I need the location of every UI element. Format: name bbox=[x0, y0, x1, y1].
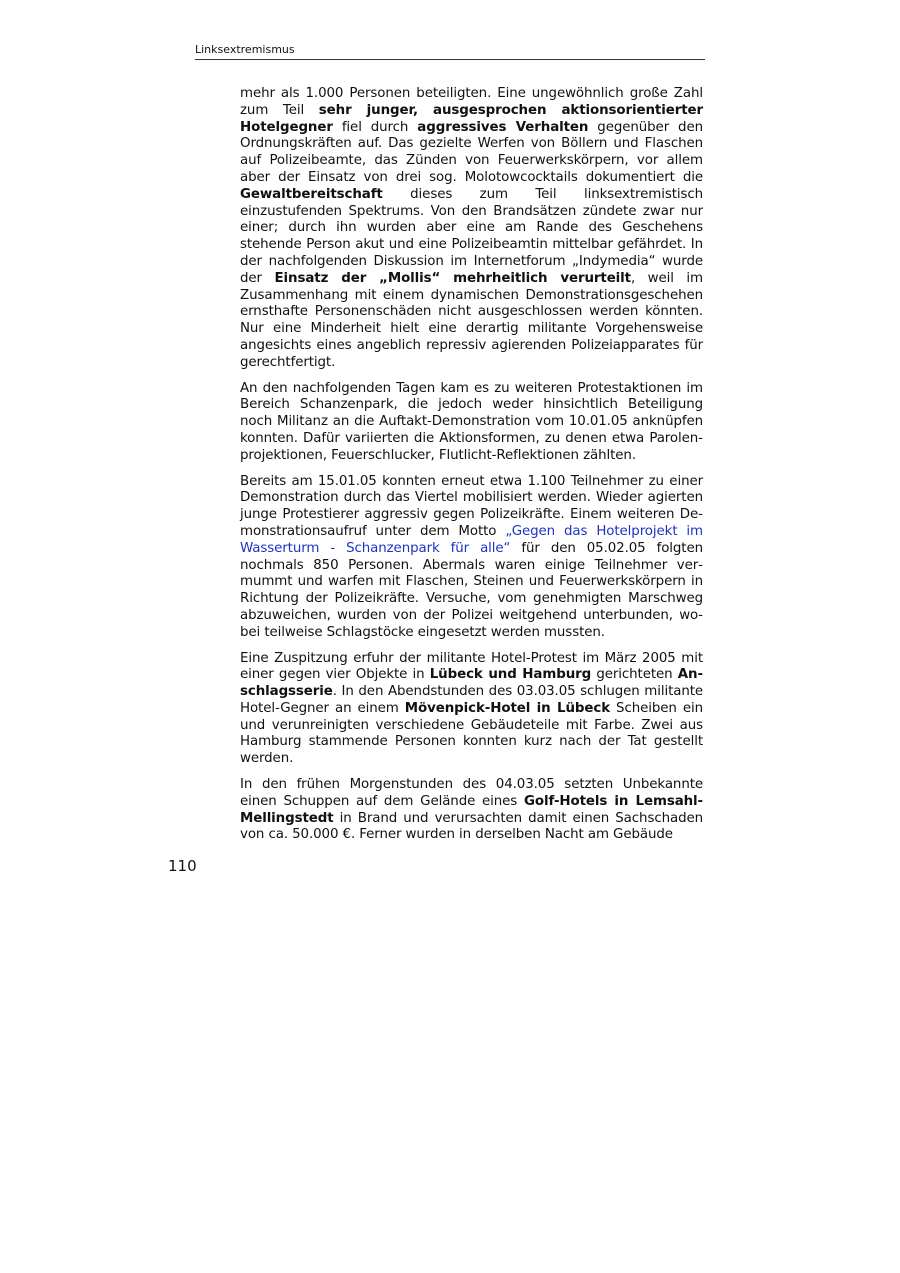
text-run: In den frühen Morgenstunden des 04.03.05 setzten Unbekannte einen Schuppen auf dem Gelände eines bbox=[240, 777, 703, 809]
text-run: gerichteten bbox=[591, 667, 678, 683]
text-run: . In den Abendstunden des 03.03.05 schlugen militante Hotel-Gegner an einem bbox=[240, 684, 703, 716]
text-run: An den nachfolgenden Tagen kam es zu weiteren Protestaktionen im Bereich Schanzenpark, die jedoch weder hinsichtlich Beteiligung noch Militanz an die Auftakt-Demonstration vom 10.01.05 anknüpfen konnten. Dafür variierten die Aktionsformen, zu denen etwa Parolenprojektionen, Feuerschlucker, Flutlicht-Reflektionen zählten. bbox=[240, 380, 703, 463]
text-run: in Brand und verursachten damit einen Sachschaden von ca. 50.000 €. Ferner wurden in derselben Nacht am Gebäude bbox=[240, 810, 703, 843]
paragraph bbox=[240, 651, 703, 769]
paragraph bbox=[240, 381, 703, 465]
emphasis-text: Anschlagsserie bbox=[240, 667, 703, 700]
emphasis-text: Gewaltbereitschaft bbox=[240, 186, 383, 202]
running-header bbox=[195, 42, 705, 60]
text-run: , weil im Zusammenhang mit einem dynamischen Demonstrationsgeschehen ernsthafte Personenschäden nicht ausgeschlossen werden könnten. Nur eine Minderheit hielt eine derartig militante Vorgehensweise angesichts eines angeblich repressiv agierenden Polizeiapparates für gerechtfertigt. bbox=[240, 270, 703, 370]
text-run: gegenüber den Ordnungskräften auf. Das gezielte Werfen von Böllern und Flaschen auf Polizeibeamte, das Zünden von Feuerwerkskörpern, vor allem aber der Einsatz von drei sog. Molotowcocktails dokumentiert die bbox=[240, 119, 703, 185]
body-text bbox=[240, 86, 703, 853]
page-number: 110 bbox=[168, 857, 197, 875]
emphasis-text: sehr junger, ausgesprochen aktionsorientierter Hotelgegner bbox=[240, 102, 703, 135]
text-run: für den 05.02.05 folgten nochmals 850 Personen. Abermals waren einige Teilnehmer vermummt und warfen mit Flaschen, Steinen und Feuerwerkskörpern in Richtung der Polizeikräfte. Versuche, vom genehmigten Marschweg abzuweichen, wurden von der Polizei weitgehend unterbunden, wobei teilweise Schlagstöcke eingesetzt werden mussten. bbox=[240, 540, 703, 640]
text-run: Bereits am 15.01.05 konnten erneut etwa 1.100 Teilnehmer zu einer Demonstration durch das Viertel mobilisiert werden. Wieder agierten junge Protestierer aggressiv gegen Polizeikräfte. Einem weiteren Demonstrationsaufruf unter dem Motto bbox=[240, 473, 703, 539]
emphasis-text: Einsatz der „Mollis“ mehrheitlich verurteilt bbox=[274, 270, 631, 286]
text-run: mehr als 1.000 Personen beteiligten. Eine ungewöhnlich große Zahl zum Teil bbox=[240, 86, 703, 118]
running-title: Linksextremismus bbox=[195, 43, 295, 56]
motto-link[interactable]: „Gegen das Hotelprojekt im Wasserturm - Schanzenpark für alle“ bbox=[240, 523, 703, 556]
emphasis-text: aggressives Verhalten bbox=[417, 119, 589, 135]
emphasis-text: Mövenpick-Hotel in Lübeck bbox=[404, 700, 611, 716]
text-run: Scheiben ein und verunreinigten verschiedene Gebäudeteile mit Farbe. Zwei aus Hamburg stammende Personen konnten kurz nach der Tat gestellt werden. bbox=[240, 700, 703, 767]
emphasis-text: Golf-Hotels in Lemsahl-Mellingstedt bbox=[240, 793, 704, 826]
emphasis-text: Lübeck und Hamburg bbox=[429, 667, 592, 683]
text-run: fiel durch bbox=[332, 119, 418, 135]
paragraph bbox=[240, 86, 703, 372]
paragraph bbox=[240, 474, 703, 642]
paragraph bbox=[240, 777, 703, 844]
text-run: dieses zum Teil linksextremistisch einzustufenden Spektrums. Von den Brandsätzen zündete zwar nur einer; durch ihn wurden aber eine am Rande des Geschehens stehende Person akut und eine Polizeibeamtin mittelbar gefährdet. In der nachfolgenden Diskussion im Internetforum „Indymedia“ wurde der bbox=[240, 186, 703, 286]
text-run: Eine Zuspitzung erfuhr der militante Hotel-Protest im März 2005 mit einer gegen vier Objekte in bbox=[240, 650, 703, 683]
